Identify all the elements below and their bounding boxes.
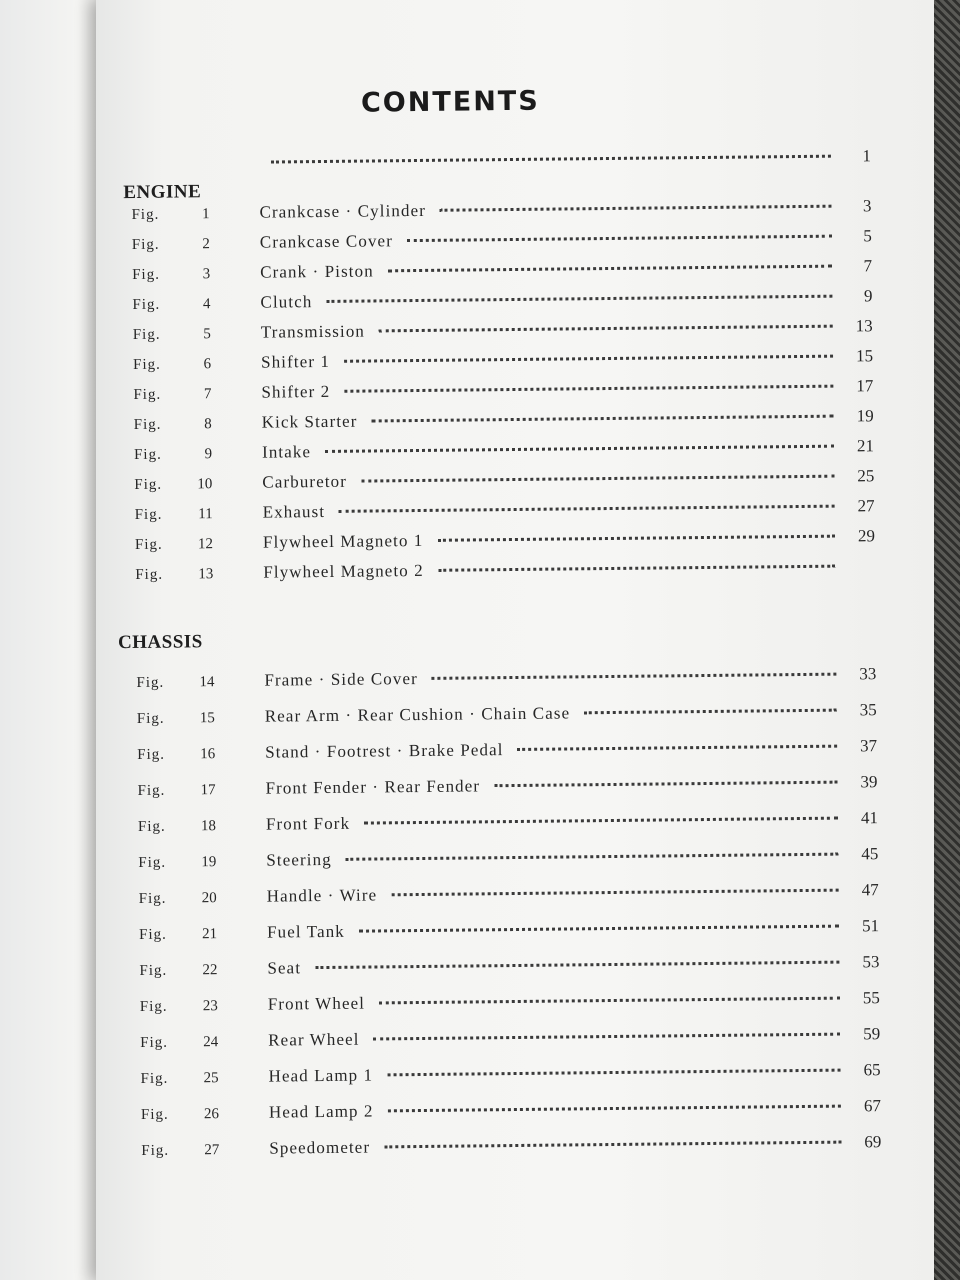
fig-number: 16 bbox=[200, 746, 216, 763]
intro-row bbox=[257, 146, 871, 172]
fig-number: 1 bbox=[201, 206, 210, 223]
entry-title: Speedometer bbox=[269, 1137, 371, 1158]
fig-label: Fig. bbox=[132, 296, 161, 313]
fig-label: Fig. bbox=[139, 962, 168, 979]
entry-title: Clutch bbox=[260, 292, 313, 312]
leader-dots bbox=[379, 997, 840, 1005]
fig-number: 17 bbox=[200, 782, 216, 799]
entry-page-number: 67 bbox=[863, 1096, 881, 1116]
leader-dots bbox=[325, 445, 834, 453]
fig-label: Fig. bbox=[134, 476, 163, 493]
fig-label: Fig. bbox=[134, 506, 163, 523]
toc-entry bbox=[140, 1060, 880, 1098]
toc-entry bbox=[137, 700, 877, 738]
fig-number: 21 bbox=[201, 926, 218, 943]
entry-title: Steering bbox=[266, 849, 332, 870]
entry-title: Rear Wheel bbox=[268, 1029, 360, 1050]
leader-dots bbox=[379, 325, 833, 333]
fig-number: 20 bbox=[201, 890, 217, 907]
entry-page-number: 19 bbox=[856, 406, 874, 426]
toc-entry bbox=[141, 1096, 881, 1134]
leader-dots bbox=[346, 853, 839, 861]
fig-number: 27 bbox=[204, 1142, 220, 1159]
entry-page-number: 13 bbox=[855, 316, 873, 336]
entry-page-number: 17 bbox=[856, 376, 874, 396]
entry-title: Crank · Piston bbox=[260, 261, 374, 282]
fig-label: Fig. bbox=[136, 674, 165, 691]
entry-title: Transmission bbox=[260, 321, 366, 342]
fig-label: Fig. bbox=[141, 1142, 170, 1159]
previous-page-edge bbox=[0, 0, 110, 1280]
entry-title: Frame · Side Cover bbox=[264, 669, 418, 690]
fig-label: Fig. bbox=[140, 1070, 169, 1087]
fig-number: 22 bbox=[202, 962, 218, 979]
entry-page-number: 51 bbox=[861, 916, 880, 936]
fig-number: 13 bbox=[198, 566, 214, 583]
toc-entry bbox=[137, 736, 877, 774]
fig-number: 6 bbox=[203, 356, 212, 373]
entry-title: Front Wheel bbox=[267, 993, 366, 1014]
leader-dots bbox=[391, 889, 838, 897]
fig-label: Fig. bbox=[133, 416, 162, 433]
entry-title: Shifter 1 bbox=[260, 351, 331, 372]
entry-page-number: 65 bbox=[863, 1060, 881, 1080]
leader-dots bbox=[388, 265, 832, 273]
fig-label: Fig. bbox=[131, 206, 160, 223]
entry-title: Crankcase Cover bbox=[259, 231, 394, 252]
entry-title: Flywheel Magneto 2 bbox=[263, 560, 424, 582]
toc-entry bbox=[135, 556, 875, 594]
entry-title: Front Fork bbox=[265, 813, 351, 834]
section-heading-chassis: CHASSIS bbox=[117, 631, 203, 654]
fig-number: 7 bbox=[203, 386, 212, 403]
fig-label: Fig. bbox=[140, 1034, 169, 1051]
entry-title: Kick Starter bbox=[261, 411, 358, 432]
fig-label: Fig. bbox=[137, 818, 166, 835]
fig-number: 25 bbox=[203, 1070, 219, 1087]
fig-number: 18 bbox=[200, 818, 217, 835]
fig-number: 14 bbox=[199, 674, 215, 691]
entry-title: Flywheel Magneto 1 bbox=[262, 530, 424, 552]
entry-title: Seat bbox=[267, 958, 302, 978]
fig-number: 24 bbox=[203, 1034, 219, 1051]
toc-entry bbox=[136, 664, 876, 702]
leader-dots bbox=[432, 673, 837, 680]
fig-number: 4 bbox=[202, 296, 211, 313]
entry-page-number: 45 bbox=[861, 844, 879, 864]
fig-label: Fig. bbox=[137, 746, 166, 763]
toc-entry bbox=[138, 844, 878, 882]
entry-page-number: 47 bbox=[861, 880, 879, 900]
fig-number: 8 bbox=[204, 416, 212, 433]
entry-page-number: 29 bbox=[857, 526, 876, 546]
leader-dots bbox=[388, 1105, 841, 1113]
fig-label: Fig. bbox=[132, 326, 161, 343]
entry-page-number: 15 bbox=[855, 346, 874, 366]
fig-label: Fig. bbox=[138, 926, 167, 943]
leader-dots bbox=[364, 817, 838, 825]
leader-dots bbox=[438, 565, 836, 572]
toc-entry bbox=[139, 916, 879, 954]
leader-dots bbox=[494, 781, 837, 788]
leader-dots bbox=[339, 505, 835, 513]
leader-dots bbox=[584, 709, 837, 715]
leader-dots bbox=[361, 475, 834, 483]
toc-entry bbox=[141, 1132, 881, 1170]
entry-page-number: 21 bbox=[856, 436, 875, 456]
entry-title: Stand · Footrest · Brake Pedal bbox=[265, 740, 504, 762]
intro-page-number: 1 bbox=[862, 146, 872, 166]
entry-page-number: 39 bbox=[860, 772, 878, 792]
fig-label: Fig. bbox=[134, 536, 163, 553]
entry-page-number: 37 bbox=[860, 736, 878, 756]
section-heading-engine: ENGINE bbox=[123, 181, 202, 204]
fig-label: Fig. bbox=[131, 236, 160, 253]
entry-page-number: 59 bbox=[863, 1024, 881, 1044]
entry-page-number: 33 bbox=[859, 664, 877, 684]
entry-title: Crankcase · Cylinder bbox=[259, 200, 427, 222]
entry-title: Front Fender · Rear Fender bbox=[265, 776, 481, 798]
fig-number: 2 bbox=[202, 236, 210, 253]
fig-number: 19 bbox=[201, 854, 217, 871]
entry-title: Carburetor bbox=[262, 471, 348, 492]
entry-title: Head Lamp 1 bbox=[268, 1065, 374, 1086]
fig-number: 5 bbox=[203, 326, 211, 343]
entry-title: Handle · Wire bbox=[266, 885, 378, 906]
entry-title: Shifter 2 bbox=[261, 381, 331, 402]
leader-dots bbox=[374, 1033, 841, 1041]
contents-page bbox=[96, 0, 934, 1280]
leader-dots bbox=[407, 235, 832, 242]
entry-page-number: 3 bbox=[862, 196, 872, 216]
leader-dots bbox=[371, 415, 833, 423]
entry-page-number: 27 bbox=[857, 496, 875, 516]
fig-label: Fig. bbox=[140, 1106, 169, 1123]
toc-entry bbox=[139, 952, 879, 990]
entry-page-number: 25 bbox=[857, 466, 875, 486]
fig-number: 3 bbox=[202, 266, 211, 283]
fig-label: Fig. bbox=[133, 386, 162, 403]
fig-label: Fig. bbox=[133, 356, 161, 373]
leader-dots bbox=[326, 295, 832, 303]
fig-label: Fig. bbox=[135, 566, 164, 583]
fig-number: 9 bbox=[204, 446, 213, 463]
leader-dots bbox=[518, 745, 838, 751]
leader-dots bbox=[387, 1069, 840, 1077]
entry-page-number: 69 bbox=[864, 1132, 882, 1152]
page-content bbox=[96, 0, 934, 1280]
fig-number: 15 bbox=[199, 710, 215, 727]
entry-page-number: 41 bbox=[860, 808, 878, 828]
fig-number: 12 bbox=[197, 536, 214, 553]
entry-title: Exhaust bbox=[262, 501, 326, 522]
toc-entry bbox=[137, 772, 877, 810]
leader-dots bbox=[384, 1141, 841, 1149]
entry-page-number: 9 bbox=[863, 286, 873, 306]
toc-entry bbox=[140, 988, 880, 1026]
leader-dots bbox=[440, 205, 832, 212]
entry-page-number: 55 bbox=[862, 988, 880, 1008]
fig-number: 26 bbox=[203, 1106, 220, 1123]
entry-page-number: 7 bbox=[863, 256, 873, 276]
leader-dots bbox=[359, 925, 839, 933]
leader-dots bbox=[437, 535, 835, 542]
page-title: CONTENTS bbox=[360, 85, 540, 119]
entry-title: Head Lamp 2 bbox=[268, 1101, 374, 1122]
entry-title: Fuel Tank bbox=[266, 921, 345, 942]
entry-page-number: 35 bbox=[859, 700, 877, 720]
fig-label: Fig. bbox=[136, 710, 165, 727]
entry-page-number: 5 bbox=[863, 226, 872, 246]
fig-label: Fig. bbox=[132, 266, 161, 283]
fig-label: Fig. bbox=[133, 446, 162, 463]
fig-label: Fig. bbox=[137, 782, 166, 799]
fig-label: Fig. bbox=[138, 854, 167, 871]
fig-label: Fig. bbox=[138, 890, 167, 907]
leader-dots bbox=[344, 385, 833, 393]
fig-number: 11 bbox=[198, 506, 213, 523]
toc-entry bbox=[138, 808, 878, 846]
entry-title: Intake bbox=[261, 442, 312, 462]
leader-dots bbox=[315, 961, 839, 969]
fig-number: 23 bbox=[202, 998, 218, 1015]
fig-number: 10 bbox=[197, 476, 213, 493]
leader-dots bbox=[271, 155, 831, 164]
fig-label: Fig. bbox=[139, 998, 168, 1015]
entry-title: Rear Arm · Rear Cushion · Chain Case bbox=[264, 703, 571, 726]
leader-dots bbox=[344, 355, 833, 363]
toc-entry bbox=[140, 1024, 880, 1062]
toc-entry bbox=[139, 880, 879, 918]
entry-page-number: 53 bbox=[862, 952, 880, 972]
